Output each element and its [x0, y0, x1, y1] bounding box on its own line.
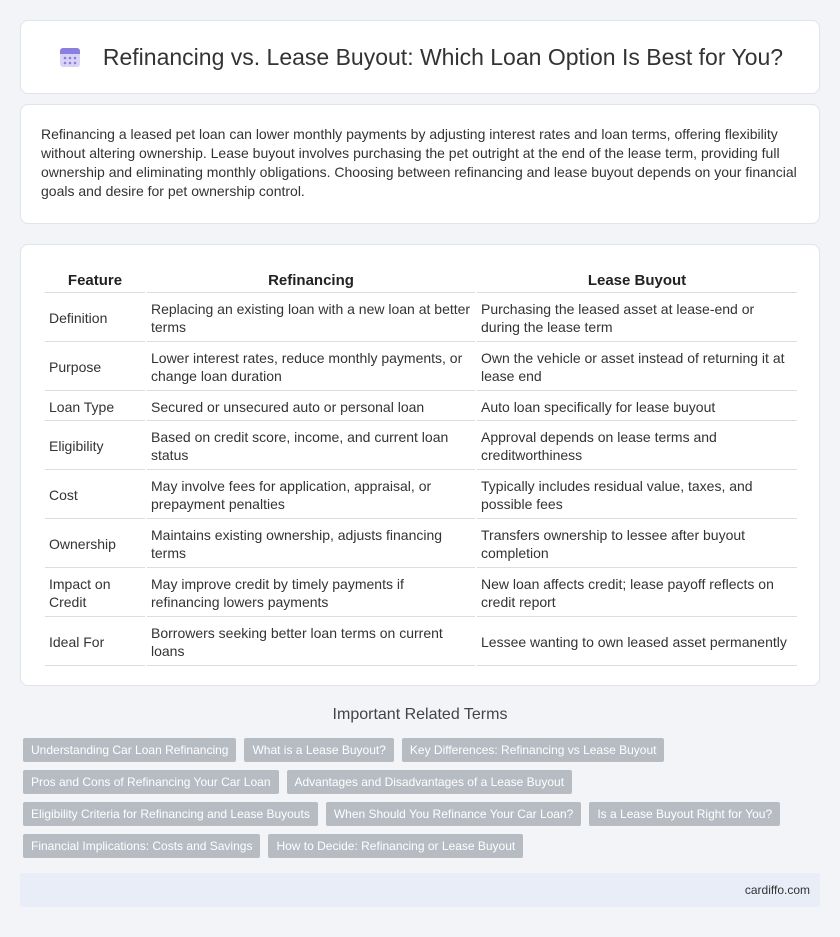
intro-card: [20, 104, 820, 224]
refinancing-cell: Borrowers seeking better loan terms on current loans: [147, 619, 475, 666]
page-title: Refinancing vs. Lease Buyout: Which Loan Option Is Best for You?: [102, 43, 784, 70]
feature-cell: Ideal For: [45, 619, 145, 666]
footer-site-link[interactable]: cardiffo.com: [744, 883, 810, 897]
related-term-tag[interactable]: Pros and Cons of Refinancing Your Car Loan: [23, 770, 279, 794]
related-term-tag[interactable]: What is a Lease Buyout?: [244, 738, 393, 762]
refinancing-cell: Lower interest rates, reduce monthly payments, or change loan duration: [147, 344, 475, 391]
intro-text: Refinancing a leased pet loan can lower monthly payments by adjusting interest rates and loan terms, offering flexibility without altering ownership. Lease buyout involves purchasing the pet outright at the end of the lease term, providing full ownership and eliminating monthly obligations. Choosing between refinancing and lease buyout depends on your financial goals and desire for pet ownership control.: [41, 126, 797, 199]
feature-cell: Loan Type: [45, 393, 145, 421]
related-term-tag[interactable]: Key Differences: Refinancing vs Lease Buyout: [402, 738, 665, 762]
calendar-icon: [57, 44, 83, 70]
table-row: [45, 344, 797, 391]
related-terms-title: Important Related Terms: [332, 706, 508, 723]
table-row: [45, 619, 797, 666]
table-row: [45, 472, 797, 519]
lease-buyout-cell: Purchasing the leased asset at lease-end or during the lease term: [477, 295, 797, 342]
lease-buyout-cell: New loan affects credit; lease payoff reflects on credit report: [477, 570, 797, 617]
related-term-tag[interactable]: Is a Lease Buyout Right for You?: [589, 802, 780, 826]
refinancing-cell: May involve fees for application, appraisal, or prepayment penalties: [147, 472, 475, 519]
refinancing-cell: May improve credit by timely payments if refinancing lowers payments: [147, 570, 475, 617]
refinancing-cell: Replacing an existing loan with a new loan at better terms: [147, 295, 475, 342]
table-row: [45, 423, 797, 470]
related-terms-list: [23, 738, 823, 866]
table-row: [45, 521, 797, 568]
header-feature: Feature: [45, 269, 145, 293]
header-card: [20, 20, 820, 94]
related-term-tag[interactable]: Understanding Car Loan Refinancing: [23, 738, 236, 762]
table-row: [45, 393, 797, 421]
feature-cell: Impact on Credit: [45, 570, 145, 617]
lease-buyout-cell: Transfers ownership to lessee after buyout completion: [477, 521, 797, 568]
feature-cell: Eligibility: [45, 423, 145, 470]
feature-cell: Purpose: [45, 344, 145, 391]
comparison-card: [20, 244, 820, 686]
related-term-tag[interactable]: Eligibility Criteria for Refinancing and Lease Buyouts: [23, 802, 318, 826]
refinancing-cell: Maintains existing ownership, adjusts financing terms: [147, 521, 475, 568]
lease-buyout-cell: Typically includes residual value, taxes, and possible fees: [477, 472, 797, 519]
feature-cell: Definition: [45, 295, 145, 342]
related-term-tag[interactable]: When Should You Refinance Your Car Loan?: [326, 802, 582, 826]
related-term-tag[interactable]: How to Decide: Refinancing or Lease Buyout: [268, 834, 523, 858]
header-lease-buyout: Lease Buyout: [477, 269, 797, 293]
refinancing-cell: Secured or unsecured auto or personal loan: [147, 393, 475, 421]
table-row: [45, 570, 797, 617]
lease-buyout-cell: Approval depends on lease terms and creditworthiness: [477, 423, 797, 470]
related-term-tag[interactable]: Financial Implications: Costs and Savings: [23, 834, 260, 858]
related-term-tag[interactable]: Advantages and Disadvantages of a Lease Buyout: [287, 770, 573, 794]
header-refinancing: Refinancing: [147, 269, 475, 293]
feature-cell: Cost: [45, 472, 145, 519]
lease-buyout-cell: Own the vehicle or asset instead of returning it at lease end: [477, 344, 797, 391]
comparison-table: [43, 267, 799, 668]
refinancing-cell: Based on credit score, income, and current loan status: [147, 423, 475, 470]
footer: [20, 873, 820, 907]
feature-cell: Ownership: [45, 521, 145, 568]
lease-buyout-cell: Auto loan specifically for lease buyout: [477, 393, 797, 421]
table-row: [45, 295, 797, 342]
lease-buyout-cell: Lessee wanting to own leased asset permanently: [477, 619, 797, 666]
